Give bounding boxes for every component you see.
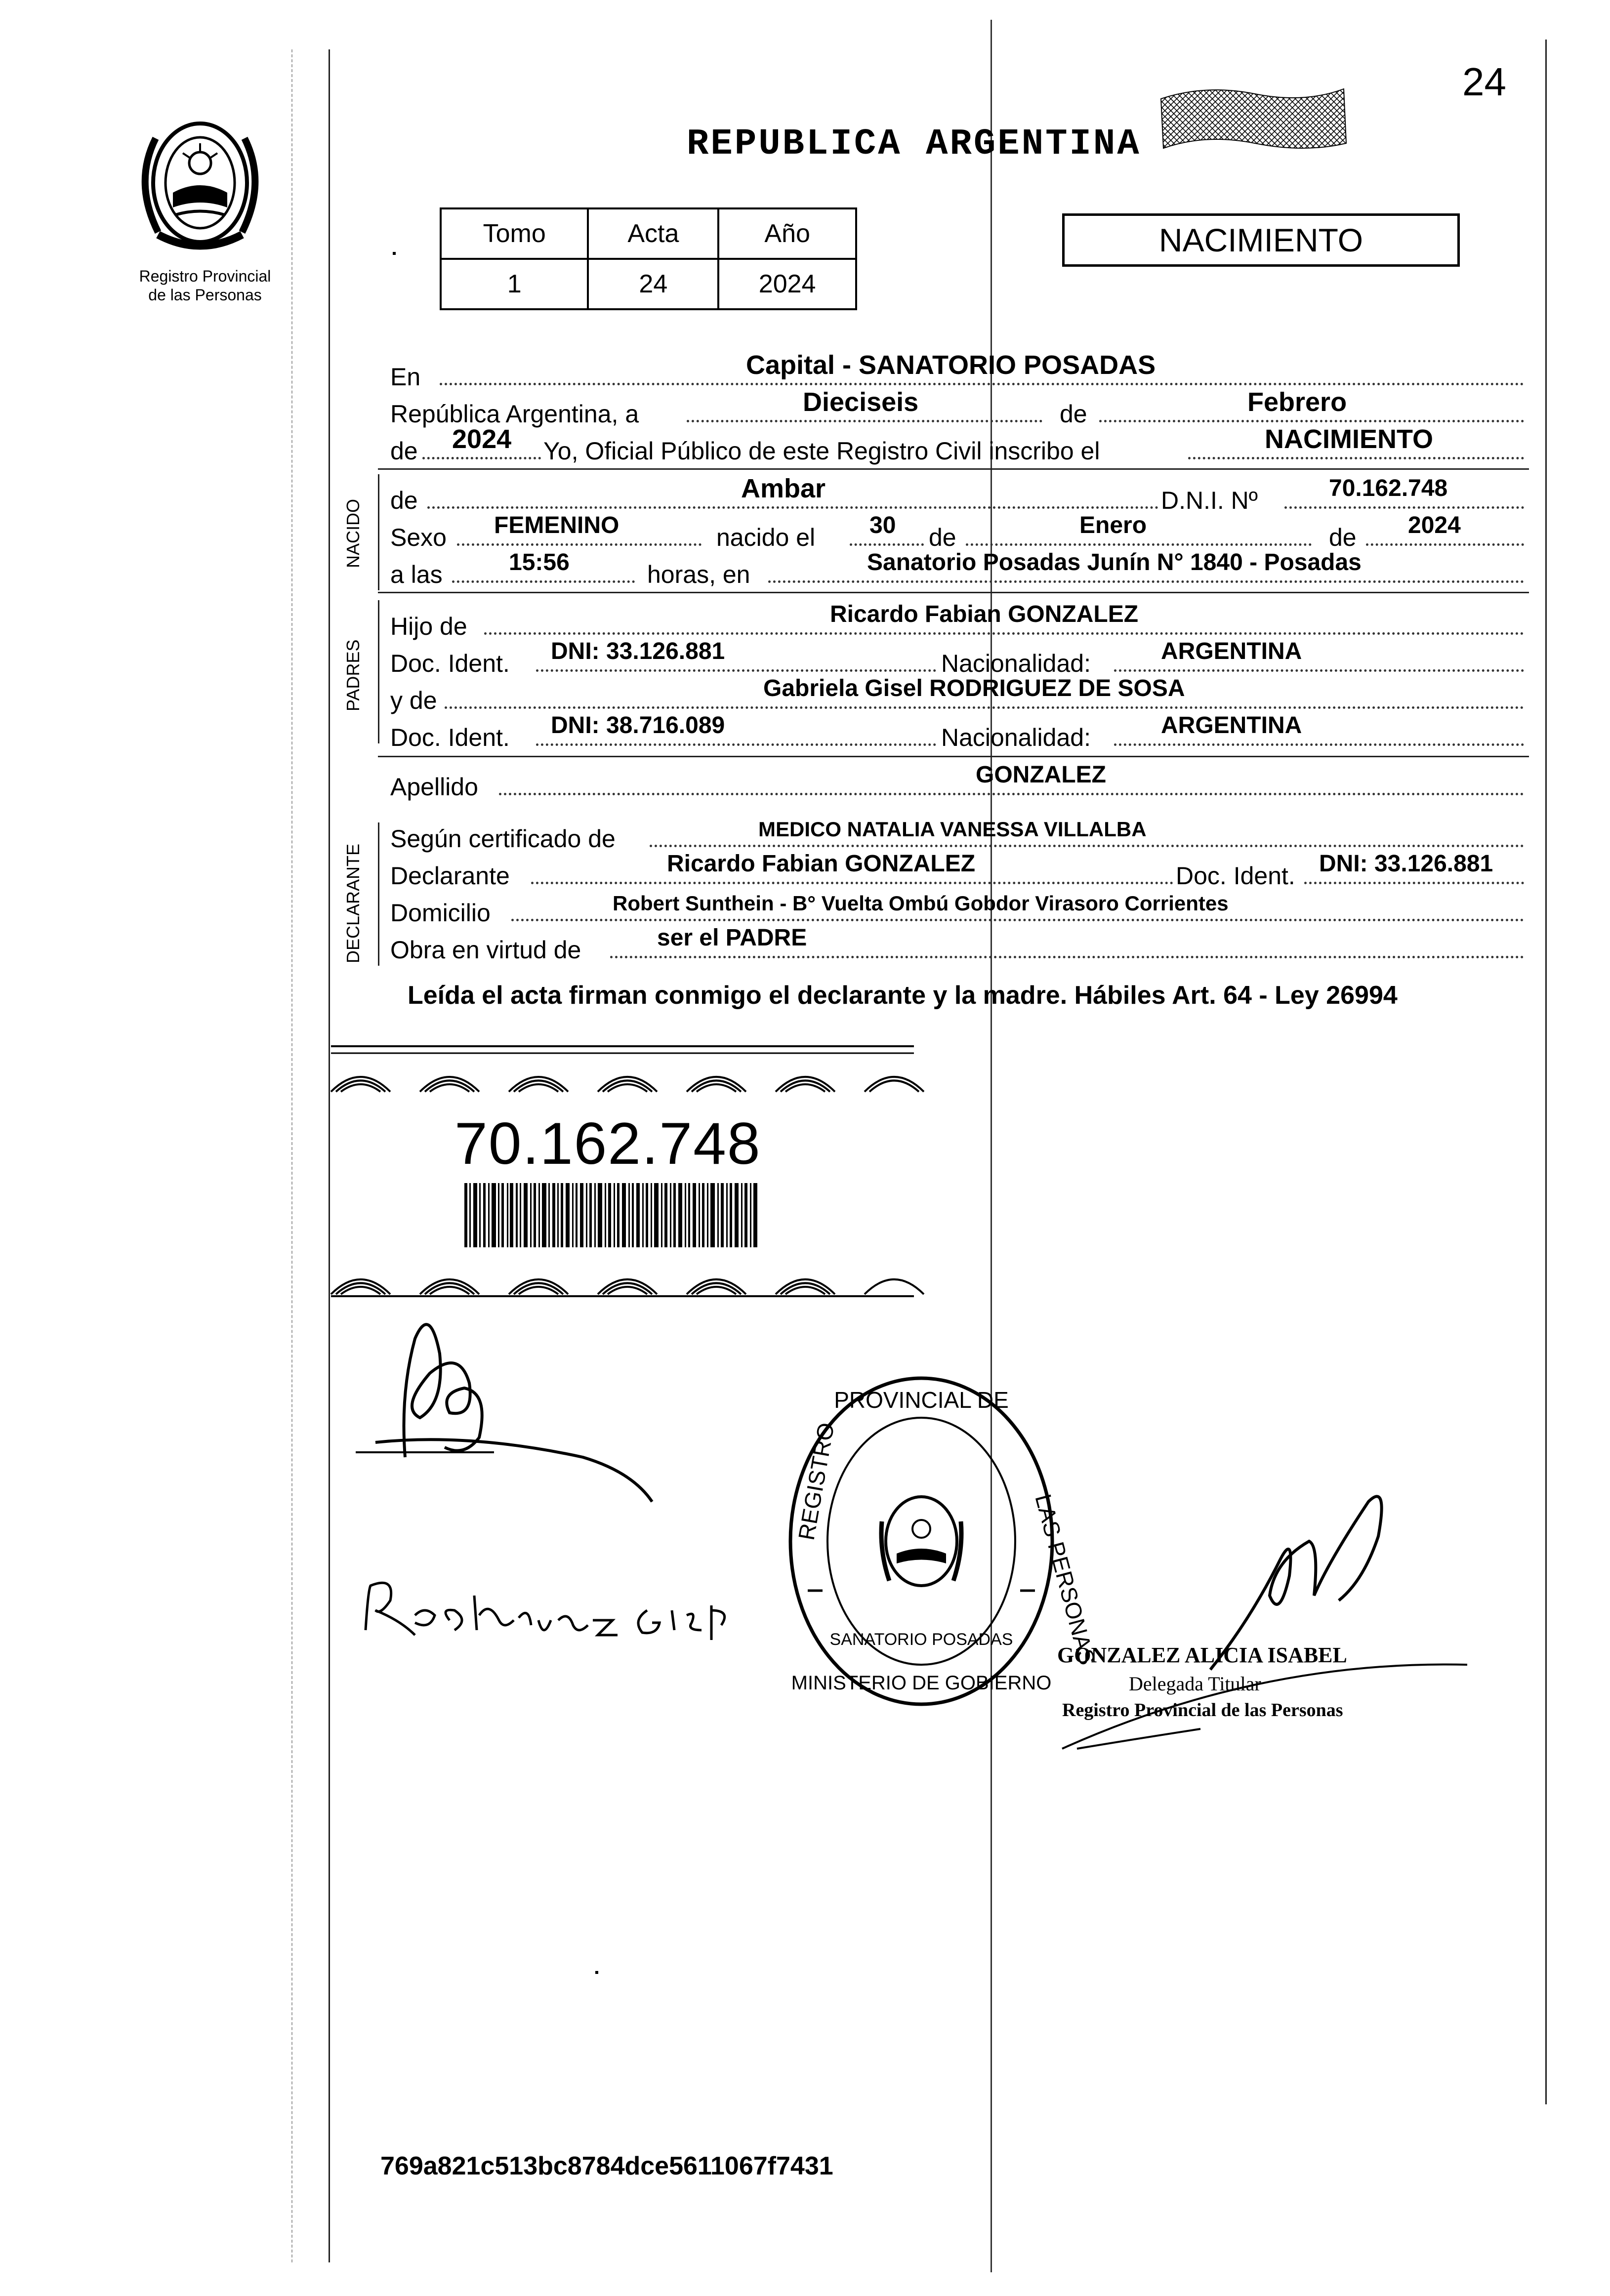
day-dots: [687, 420, 1042, 422]
page-number: 24: [1462, 60, 1506, 104]
doc1-dots: [536, 669, 936, 672]
official-org: Registro Provincial de las Personas: [1062, 1700, 1343, 1721]
right-margin-line: [1545, 40, 1547, 2104]
mother-name: Gabriela Gisel RODRIGUEZ DE SOSA: [763, 675, 1185, 701]
de-label-2: de: [390, 437, 418, 465]
declarante-dni: DNI: 33.126.881: [1319, 851, 1493, 877]
father-name: Ricardo Fabian GONZALEZ: [830, 601, 1139, 627]
anio-header: Año: [718, 208, 856, 259]
anio-value: 2024: [718, 259, 856, 309]
acta-value: 24: [588, 259, 718, 309]
separator-2: [378, 592, 1529, 593]
doc2-dots: [536, 743, 936, 746]
separator-3: [378, 756, 1529, 757]
year-dots: [422, 457, 541, 459]
de-label-5: de: [1329, 524, 1357, 551]
section-nacido: NACIDO: [343, 498, 363, 568]
svg-text:PROVINCIAL DE: PROVINCIAL DE: [834, 1387, 1009, 1413]
de-label-4: de: [929, 524, 956, 551]
father-dni: DNI: 33.126.881: [551, 638, 725, 664]
father-nationality: ARGENTINA: [1161, 638, 1302, 664]
left-edge-line: [291, 49, 292, 2262]
act-type: NACIMIENTO: [1158, 222, 1363, 258]
en-label: En: [390, 363, 421, 391]
svg-text:MINISTERIO DE GOBIERNO: MINISTERIO DE GOBIERNO: [791, 1672, 1052, 1694]
year-value: 2024: [452, 424, 512, 454]
birth-month-dots: [966, 543, 1312, 546]
mother-nationality: ARGENTINA: [1161, 712, 1302, 738]
mother-signature: [356, 1566, 741, 1645]
svg-text:REGISTRO: REGISTRO: [793, 1421, 839, 1542]
apellido-label: Apellido: [390, 773, 478, 801]
org-line-1: Registro Provincial: [139, 267, 271, 285]
segun-dots: [650, 845, 1524, 847]
security-hologram: [1156, 84, 1349, 153]
act-type-box: [1062, 213, 1460, 267]
scan-dot: [393, 252, 396, 255]
birth-year-dots: [1366, 543, 1524, 546]
dni-label: D.N.I. Nº: [1161, 487, 1258, 514]
org-name: [111, 267, 299, 304]
padres-bracket: [378, 600, 379, 743]
registry-table-header: [441, 208, 856, 259]
hijo-label: Hijo de: [390, 613, 467, 640]
segun-label: Según certificado de: [390, 825, 616, 853]
yde-label: y de: [390, 687, 437, 714]
org-line-2: de las Personas: [148, 286, 262, 304]
en-dots: [440, 383, 1524, 385]
declarant-signature: [346, 1294, 702, 1502]
alas-label: a las: [390, 561, 443, 588]
svg-text:SANATORIO POSADAS: SANATORIO POSADAS: [829, 1630, 1013, 1649]
birth-year: 2024: [1408, 512, 1461, 538]
registry-table: [440, 207, 857, 310]
father-dots: [484, 632, 1524, 635]
domicilio-label: Domicilio: [390, 899, 491, 927]
nac1-label: Nacionalidad:: [941, 650, 1091, 677]
en-value: Capital - SANATORIO POSADAS: [746, 350, 1156, 380]
document-hash: 769a821c513bc8784dce5611067f7431: [380, 2152, 833, 2180]
tomo-header: Tomo: [441, 208, 588, 259]
inscribo-dots: [1188, 457, 1524, 459]
dni-dots: [1284, 506, 1524, 509]
section-padres: PADRES: [343, 639, 363, 711]
republica-label: República Argentina, a: [390, 400, 639, 428]
nacido-bracket: [378, 474, 379, 590]
birth-time: 15:56: [509, 549, 570, 575]
month-dots: [1099, 420, 1524, 422]
registry-table-row: [441, 259, 856, 309]
place-dots: [768, 580, 1524, 583]
acta-header: Acta: [588, 208, 718, 259]
official-signature: [1062, 1472, 1497, 1778]
nac2-dots: [1114, 743, 1524, 746]
inscribo-value: NACIMIENTO: [1265, 424, 1434, 454]
scan-dot: [595, 1971, 598, 1974]
closing-text: Leída el acta firman conmigo el declarante y la madre. Hábiles Art. 64 - Ley 26994: [408, 981, 1398, 1010]
province-emblem: [128, 109, 272, 257]
month-value: Febrero: [1247, 387, 1347, 417]
barcode: [464, 1183, 761, 1247]
sexo-label: Sexo: [390, 524, 447, 551]
official-seal: [783, 1373, 1101, 1709]
country-title: REPUBLICA ARGENTINA: [687, 123, 1141, 165]
left-margin-line: [329, 49, 330, 2262]
birth-day: 30: [869, 512, 896, 538]
domicilio-dots: [511, 919, 1524, 921]
declarante-value: Ricardo Fabian GONZALEZ: [667, 851, 976, 877]
mother-dni: DNI: 38.716.089: [551, 712, 725, 738]
domicilio-value: Robert Sunthein - B° Vuelta Ombú Gobdor Virasoro Corrientes: [613, 892, 1229, 915]
svg-text:LAS PERSONAS: LAS PERSONAS: [1030, 1491, 1101, 1668]
birth-month: Enero: [1079, 512, 1147, 538]
security-wave-top: [331, 1042, 914, 1097]
declarante-dots: [531, 882, 1173, 884]
tomo-value: 1: [441, 259, 588, 309]
birth-day-dots: [850, 543, 924, 546]
declarante-label: Declarante: [390, 862, 510, 890]
doc3-label: Doc. Ident.: [1176, 862, 1295, 890]
sexo-value: FEMENINO: [494, 512, 619, 538]
birth-place: Sanatorio Posadas Junín N° 1840 - Posadas: [867, 549, 1362, 575]
doc1-label: Doc. Ident.: [390, 650, 510, 677]
nacido-label: nacido el: [716, 524, 816, 551]
de-label-1: de: [1060, 400, 1087, 428]
horas-label: horas, en: [647, 561, 750, 588]
name-dots: [427, 506, 1158, 509]
security-wave-bottom: [331, 1245, 914, 1299]
official-role: Delegada Titular: [1129, 1673, 1261, 1695]
time-dots: [452, 580, 635, 583]
dni-value: 70.162.748: [1329, 475, 1448, 501]
segun-value: MEDICO NATALIA VANESSA VILLALBA: [758, 818, 1147, 841]
separator-1: [378, 468, 1529, 470]
obra-label: Obra en virtud de: [390, 936, 581, 964]
de-label-3: de: [390, 487, 418, 514]
official-name: GONZALEZ ALICIA ISABEL: [1057, 1643, 1347, 1667]
doc3-dots: [1304, 882, 1524, 884]
obra-dots: [610, 956, 1524, 958]
section-declarante: DECLARANTE: [343, 843, 363, 963]
barcode-number: 70.162.748: [454, 1110, 761, 1177]
obra-value: ser el PADRE: [657, 925, 807, 951]
day-value: Dieciseis: [803, 387, 919, 417]
apellido-dots: [499, 793, 1524, 795]
declarante-bracket: [378, 822, 379, 966]
sexo-dots: [457, 543, 702, 546]
mother-dots: [445, 706, 1524, 709]
nac2-label: Nacionalidad:: [941, 724, 1091, 751]
nac1-dots: [1114, 669, 1524, 672]
doc2-label: Doc. Ident.: [390, 724, 510, 751]
yo-text: Yo, Oficial Público de este Registro Civil inscribo el: [543, 437, 1100, 465]
apellido-value: GONZALEZ: [976, 762, 1106, 788]
baby-name: Ambar: [741, 474, 826, 503]
